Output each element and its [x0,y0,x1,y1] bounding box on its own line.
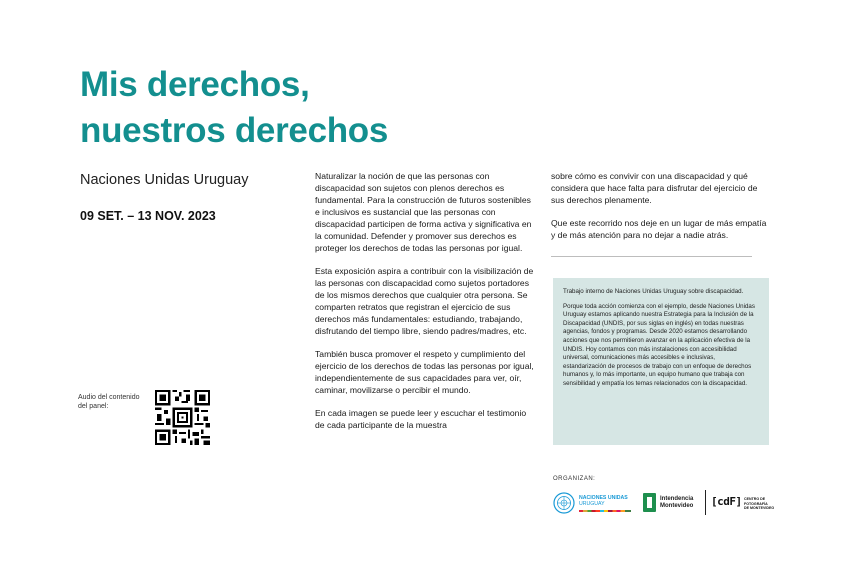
paragraph: En cada imagen se puede leer y escuchar el testimonio de cada participante de la muestra [315,408,527,430]
text-column-2 [551,170,773,252]
paragraph: Naturalizar la noción de que las personas con discapacidad son sujetos con plenos derechos es fundamental. Para la construcción de futuros sostenibles e inclusivos es sustancial que las personas con discapacidad participen de forma activa y significativa en la comunidad. Defender y promover sus derechos es proteger los derechos de todas las personas por igual. [315,171,532,253]
cdf-logo [711,492,781,514]
organizers-label: ORGANIZAN: [553,476,596,482]
exhibition-dates: 09 SET. – 13 NOV. 2023 [80,209,216,223]
intendencia-logo-text [660,496,693,511]
imm-line-1: Intendencia [660,496,694,502]
un-uruguay-logo [553,492,635,514]
organization-name: Naciones Unidas Uruguay [80,172,249,188]
paragraph: sobre cómo es convivir con una discapacidad y qué considera que hace falta para disfrutar del ejercicio de sus derechos plenamente. [551,171,758,205]
cdf-line-1: CENTRO DE [744,497,766,501]
qr-code-icon[interactable] [155,390,210,445]
cdf-logo-text [744,497,782,511]
intendencia-icon [643,493,656,512]
un-logo-text [579,495,628,508]
imm-line-2: Montevideo [660,503,694,510]
paragraph: Esta exposición aspira a contribuir con la visibilización de las personas con discapacidad como sujetos portadores de los mismos derechos que cualquier otra persona. Se comparten retratos que registran el ejercicio de sus derechos más fundamentales: estudiando, trabajando, disfrutando del tiempo libre, siendo padres/madres, etc. [315,266,534,336]
paragraph: También busca promover el respeto y cumplimiento del ejercicio de los derechos de todas las personas por igual, independientemente de sus capacidades para ver, oír, caminar, movilizarse o percibir el mundo. [315,349,534,395]
cdf-mark: [cdF] [711,495,742,508]
un-logo-name: NACIONES UNIDAS [579,495,628,501]
panel-title [80,62,500,154]
title-line-1: Mis derechos, [80,65,310,104]
cdf-line-3: DE MONTEVIDEO [744,506,775,511]
logo-separator [705,490,706,515]
info-box [553,278,769,445]
intendencia-logo [643,492,701,514]
cdf-line-2: FOTOGRAFÍA [744,501,768,506]
title-line-2: nuestros derechos [80,111,389,150]
audio-label: Audio del contenido del panel: [78,394,140,410]
paragraph: Que este recorrido nos deje en un lugar de más empatía y de más atención para no dejar a nadie atrás. [551,218,767,240]
sdg-color-bar [579,510,631,512]
text-column-1 [315,170,537,442]
divider [551,256,752,257]
info-box-paragraph: Porque toda acción comienza con el ejemplo, desde Naciones Unidas Uruguay estamos aplicando nuestra Estrategia para la Inclusión de la Discapacidad (UNDIS, por sus siglas en inglés) en todas nuestras agencias, fondos y programas. Desde 2020 estamos desarrollando acciones que nos permitieron avanzar en la aplicación efectiva de la UNDIS. Hoy contamos con más instalaciones con accesibilidad universal, comunicaciones más accesibles e inclusivas, estandarización de procesos de trabajo con un enfoque de derechos humanos y, lo más importante, un equipo humano que trabaja con sensibilidad y empatía los temas relacionados con la discapacidad. [563,302,755,387]
un-emblem-icon [553,492,575,514]
info-box-paragraph: Trabajo interno de Naciones Unidas Uruguay sobre discapacidad. [563,288,744,295]
un-logo-sub: URUGUAY [579,501,605,508]
